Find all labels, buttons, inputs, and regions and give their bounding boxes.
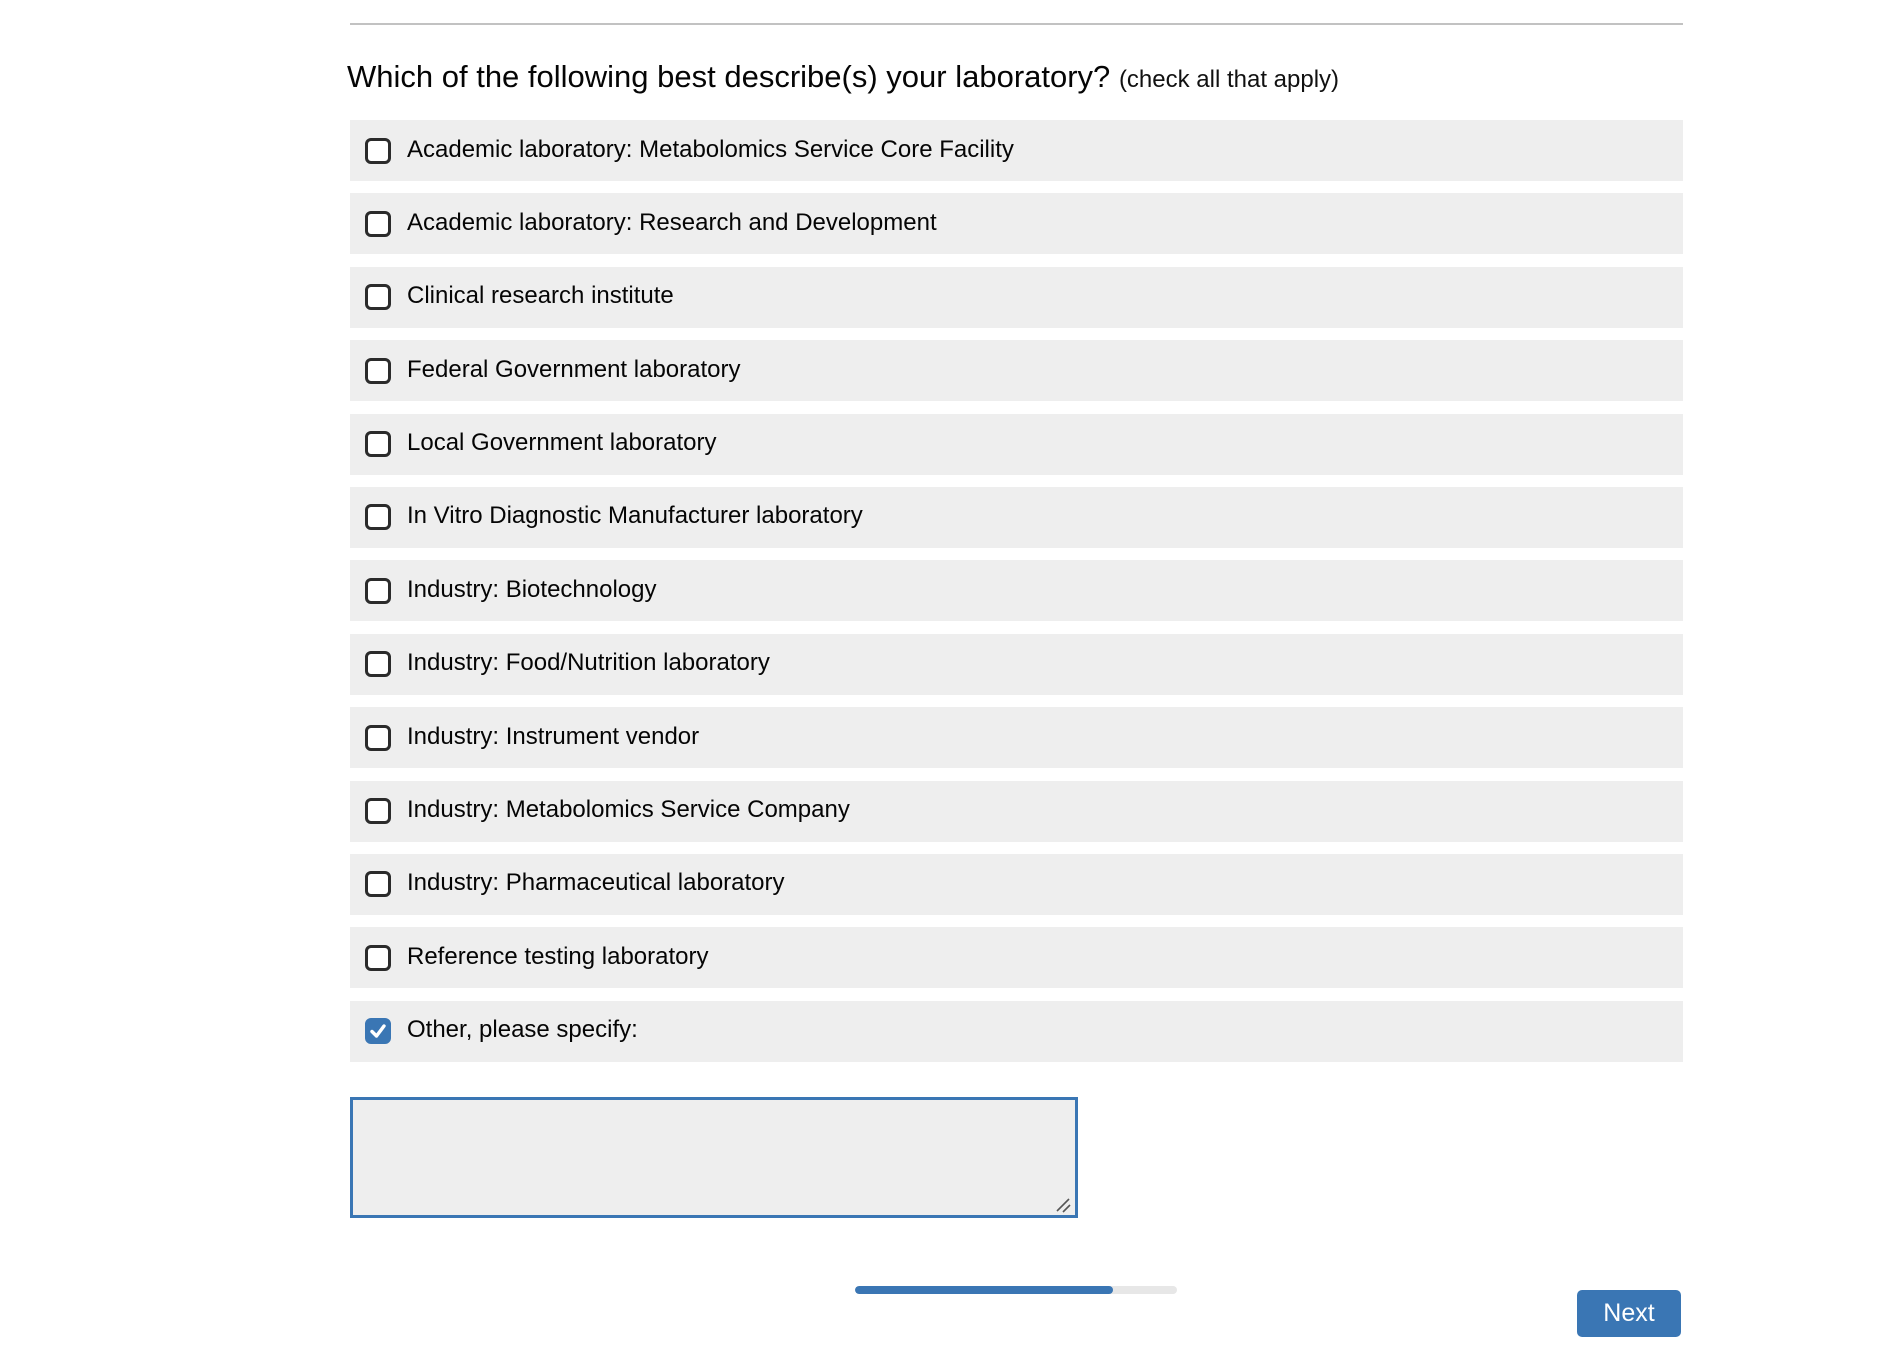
- option-label: In Vitro Diagnostic Manufacturer laboratory: [407, 502, 863, 530]
- option-row[interactable]: [350, 120, 1683, 181]
- option-label: Other, please specify:: [407, 1016, 638, 1044]
- option-row[interactable]: [350, 781, 1683, 842]
- option-checkbox[interactable]: [365, 504, 391, 530]
- option-row[interactable]: [350, 560, 1683, 621]
- option-checkbox[interactable]: [365, 871, 391, 897]
- option-row[interactable]: [350, 193, 1683, 254]
- option-label: Industry: Pharmaceutical laboratory: [407, 869, 785, 897]
- option-checkbox[interactable]: [365, 945, 391, 971]
- option-row[interactable]: [350, 634, 1683, 695]
- option-checkbox[interactable]: [365, 284, 391, 310]
- progress-bar-fill: [855, 1286, 1113, 1294]
- option-label: Reference testing laboratory: [407, 942, 709, 970]
- option-checkbox[interactable]: [365, 651, 391, 677]
- question-title: [347, 57, 1680, 100]
- option-label: Federal Government laboratory: [407, 355, 741, 383]
- option-list: [350, 120, 1683, 1062]
- question-divider: [350, 23, 1683, 25]
- option-label: Academic laboratory: Research and Development: [407, 208, 937, 236]
- option-row[interactable]: [350, 854, 1683, 915]
- option-row[interactable]: [350, 927, 1683, 988]
- checkmark-icon: [368, 1021, 388, 1041]
- question-title-text: Which of the following best describe(s) your laboratory?: [347, 58, 1111, 94]
- option-checkbox[interactable]: [365, 431, 391, 457]
- option-checkbox[interactable]: [365, 138, 391, 164]
- option-checkbox[interactable]: [365, 578, 391, 604]
- option-label: Industry: Metabolomics Service Company: [407, 796, 850, 824]
- option-row[interactable]: [350, 340, 1683, 401]
- option-label: Clinical research institute: [407, 282, 674, 310]
- next-button-label: Next: [1603, 1299, 1655, 1327]
- option-label: Industry: Food/Nutrition laboratory: [407, 649, 770, 677]
- option-label: Industry: Biotechnology: [407, 575, 657, 603]
- progress-bar: [855, 1286, 1177, 1294]
- other-specify-textarea[interactable]: [350, 1097, 1078, 1218]
- option-label: Industry: Instrument vendor: [407, 722, 700, 750]
- option-row[interactable]: [350, 707, 1683, 768]
- option-checkbox[interactable]: [365, 798, 391, 824]
- textarea-resize-handle-icon[interactable]: [1054, 1196, 1072, 1214]
- option-checkbox[interactable]: [365, 211, 391, 237]
- option-label: Local Government laboratory: [407, 429, 717, 457]
- option-row[interactable]: [350, 414, 1683, 475]
- option-row[interactable]: [350, 487, 1683, 548]
- option-checkbox[interactable]: [365, 358, 391, 384]
- option-label: Academic laboratory: Metabolomics Service Core Facility: [407, 135, 1014, 163]
- next-button[interactable]: [1577, 1290, 1681, 1337]
- option-row[interactable]: [350, 267, 1683, 328]
- option-checkbox[interactable]: [365, 725, 391, 751]
- question-hint: (check all that apply): [1118, 65, 1340, 93]
- option-row[interactable]: [350, 1001, 1683, 1062]
- option-checkbox[interactable]: [365, 1018, 391, 1044]
